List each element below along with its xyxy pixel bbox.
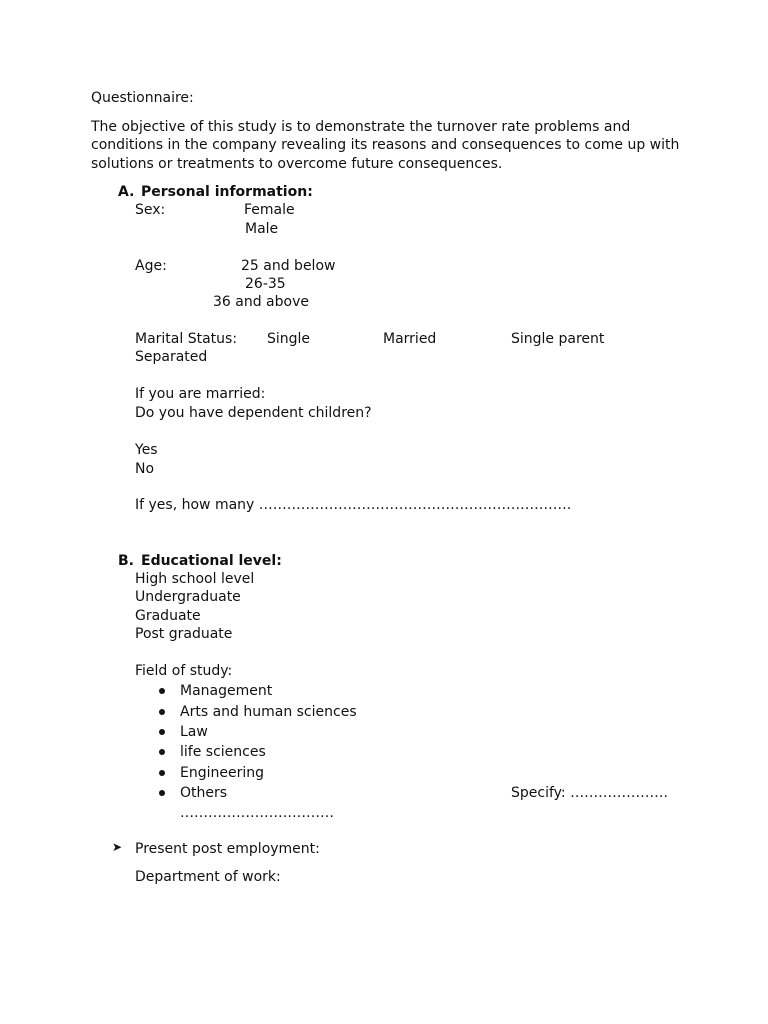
- intro-line-2: conditions in the company revealing its reasons and consequences to come up with: [91, 137, 680, 153]
- section-a-title: Personal information:: [141, 184, 313, 200]
- marital-option-single: Single: [267, 331, 311, 347]
- present-post-label: Present post employment:: [135, 841, 320, 857]
- section-a-marker: A.: [118, 184, 135, 200]
- age-option-26-35: 26-35: [245, 276, 286, 292]
- sex-option-male: Male: [245, 221, 279, 237]
- education-level-item: High school level: [135, 571, 255, 587]
- field-of-study-label: Field of study:: [135, 663, 233, 679]
- marital-option-married: Married: [383, 331, 437, 347]
- section-b-marker: B.: [118, 553, 134, 569]
- how-many-line: If yes, how many ………………………………………………………….: [135, 497, 572, 513]
- education-level-item: Graduate: [135, 608, 201, 624]
- answer-yes: Yes: [135, 442, 158, 458]
- bullet-icon: [159, 770, 165, 776]
- marital-label: Marital Status:: [135, 331, 238, 347]
- education-level-item: Post graduate: [135, 626, 233, 642]
- sex-label: Sex:: [135, 202, 166, 218]
- bullet-icon: [159, 709, 165, 715]
- field-item-management: Management: [180, 683, 273, 699]
- education-level-item: Undergraduate: [135, 589, 241, 605]
- bullet-icon: [159, 749, 165, 755]
- arrow-bullet-icon: ➤: [112, 840, 123, 854]
- specify-continuation: ……………………………: [180, 805, 334, 821]
- bullet-icon: [159, 790, 165, 796]
- married-intro: If you are married:: [135, 386, 266, 402]
- marital-option-separated: Separated: [135, 349, 208, 365]
- age-option-25-below: 25 and below: [241, 258, 336, 274]
- field-item-engineering: Engineering: [180, 765, 264, 781]
- intro-line-3: solutions or treatments to overcome future consequences.: [91, 156, 503, 172]
- age-option-36-above: 36 and above: [213, 294, 309, 310]
- department-label: Department of work:: [135, 869, 281, 885]
- field-item-arts: Arts and human sciences: [180, 704, 357, 720]
- answer-no: No: [135, 461, 155, 477]
- age-label: Age:: [135, 258, 167, 274]
- specify-line: Specify: …………………: [511, 785, 669, 801]
- intro-line-1: The objective of this study is to demonstrate the turnover rate problems and: [91, 119, 631, 135]
- field-item-law: Law: [180, 724, 208, 740]
- children-question: Do you have dependent children?: [135, 405, 372, 421]
- marital-option-single-parent: Single parent: [511, 331, 605, 347]
- sex-option-female: Female: [244, 202, 295, 218]
- bullet-icon: [159, 729, 165, 735]
- bullet-icon: [159, 688, 165, 694]
- field-item-life-sciences: life sciences: [180, 744, 266, 760]
- page-title: Questionnaire:: [91, 90, 194, 106]
- section-b-title: Educational level:: [141, 553, 282, 569]
- field-item-others: Others: [180, 785, 228, 801]
